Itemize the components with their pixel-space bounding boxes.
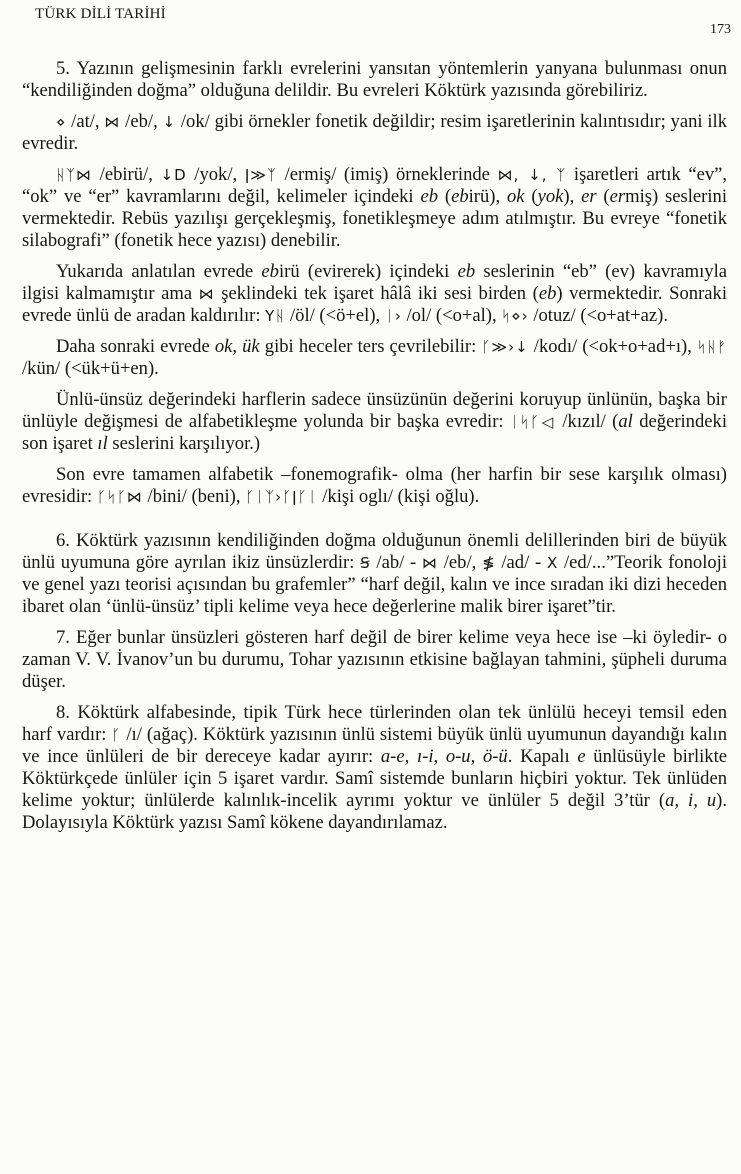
italic-term: er — [581, 186, 597, 207]
runic-glyph: ǀ≫ᛉ — [244, 166, 277, 184]
runic-glyph: Yᚺ — [265, 307, 286, 325]
text-run: /ı/ (ağaç). Köktürk yazısının ünlü sistemi büyük ünlü uyumunun dayandığı kalın ve ince ünlüleri de bir dereceye kadar ayırır: — [22, 724, 727, 767]
text-run: ) vermektedir. Sonraki evrede ünlü de aradan kaldırılır: — [22, 283, 727, 326]
text-run: 8. Köktürk alfabesinde, tipik Türk hece türlerinden olan tek ünlülü heceyi temsil eden harf vardır: — [22, 702, 727, 745]
text-run: ( — [524, 186, 538, 207]
runic-glyph: ᚴ≫›↓ — [481, 338, 529, 356]
paragraph-5-example-1 — [22, 111, 727, 155]
text-run: /eb/, — [120, 111, 163, 132]
text-run: seslerinin “eb” (ev) kavramıyla ilgisi kalmamıştır ama — [22, 261, 727, 304]
italic-term: eb — [538, 283, 557, 304]
text-run: /ed/...”Teorik fonoloji ve genel yazı teorisi açısından bu grafemler” “harf değil, kalın ve ince sıradan iki dizi heceden ibaret olan ‘ünlü-ünsüz’ tipli kelime veya hece değerlerine malik birer işaret”tir. — [22, 552, 727, 617]
paragraph-6 — [22, 530, 727, 618]
text-run: . Kapalı — [507, 746, 578, 767]
runic-glyph: ⋈ — [198, 285, 215, 303]
runic-glyph: ⋄ — [56, 113, 67, 131]
text-run: işaretleri artık “ev”, “ok” ve “er” kavramlarını değil, kelimeler içindeki — [22, 164, 728, 207]
text-run: /öl/ (<ö+el), — [285, 305, 385, 326]
runic-glyph: Ꞩ — [360, 554, 371, 572]
text-run: ( — [438, 186, 452, 207]
text-run: /ol/ (<o+al), — [401, 305, 502, 326]
text-run: Daha sonraki evrede — [56, 336, 215, 357]
text-run: /kişi oglı/ (kişi oğlu). — [317, 486, 480, 507]
text-run: Yukarıda anlatılan evrede — [56, 261, 262, 282]
text-run: ), — [563, 186, 582, 207]
text-run: 6. Köktürk yazısının kendiliğinden doğma olduğunun önemli delillerinden biri de büyük ünlü uyumuna göre ayrılan ikiz ünsüzlerdir: — [22, 530, 727, 573]
text-run: /kodı/ (<ok+o+ad+ı), — [528, 336, 697, 357]
text-run: /ermiş/ (imiş) örneklerinde — [276, 164, 498, 185]
text-run: /ebirü/, — [92, 164, 161, 185]
text-run: Son evre tamamen alfabetik –fonemografik- olma (her harfin bir sese karşılık olması) evresidir: — [22, 464, 727, 507]
text-run: /at/, — [66, 111, 105, 132]
page-number: 173 — [710, 22, 731, 37]
text-run: irü (evirerek) içindeki — [278, 261, 458, 282]
runic-glyph: ⋈, ↓, ᛉ — [497, 166, 567, 184]
paragraph-8 — [22, 702, 727, 834]
italic-term: eb — [420, 186, 439, 207]
italic-term: e — [577, 746, 586, 767]
paragraph-7: 7. Eğer bunlar ünsüzleri gösteren harf değil de birer kelime veya hece ise –ki öyledir- o zaman V. V. İvanov’un bu durumu, Tohar yazısının etkisine bağlayan tahmini, şüpheli duruma düşer. — [22, 627, 727, 692]
text-run: /kızıl/ ( — [556, 411, 619, 432]
text-run: /bini/ (beni), — [142, 486, 246, 507]
paragraph-5: 5. Yazının gelişmesinin farklı evrelerini yansıtan yöntemlerin yanyana bulunması onun “kendiliğinden doğma” olduğuna delildir. Bu evreleri Köktürk yazısında görebiliriz. — [22, 58, 727, 101]
text-run: /kün/ (<ük+ü+en). — [22, 358, 159, 379]
paragraph-5-example-4 — [22, 336, 727, 380]
runic-glyph: ᛋ⋄› — [501, 307, 529, 325]
italic-term: er — [609, 186, 626, 207]
text-run: şeklindeki tek işaret hâlâ iki sesi birden ( — [214, 283, 539, 304]
italic-term: eb — [457, 261, 476, 282]
running-header: TÜRK DİLİ TARİHİ — [35, 6, 166, 22]
runic-glyph: ᚴ — [111, 726, 122, 744]
text-run: /ad/ - — [495, 552, 547, 573]
italic-term: a-e, ı-i, o-u, ö-ü — [380, 746, 508, 767]
text-run: /ok/ gibi örnekler fonetik değildir; resim işaretlerinin kalıntısıdır; yani ilk evredir. — [22, 111, 727, 154]
runic-glyph: ᛋᚺᚠ — [696, 338, 727, 356]
text-run: gibi heceler ters çevrilebilir: — [259, 336, 482, 357]
paragraph-5-example-2 — [22, 164, 727, 252]
runic-glyph: ᛁ› — [384, 307, 402, 325]
text-run: ). Dolayısıyla Köktürk yazısı Samî kökene dayandırılamaz. — [22, 790, 727, 833]
italic-term: eb — [261, 261, 279, 282]
text-run: ünlüsüyle birlikte Köktürkçede ünlüler için 5 işaret vardır. Samî sistemde bunların hiçbiri yoktur. Tek ünlüden kelime yoktur; ünlülerde kalınlık-incelik ayrımı yoktur ve ünlüler 5 değil 3’tür ( — [22, 746, 728, 811]
text-run: /otuz/ (<o+at+az). — [528, 305, 669, 326]
text-run: irü), — [468, 186, 507, 207]
runic-glyph: ᚴᛋᚴ⋈ — [96, 488, 143, 506]
text-run: /yok/, — [186, 164, 245, 185]
runic-glyph: ᛁᛋᚴ◁ — [509, 413, 556, 431]
text-run: miş) seslerini vermektedir. Rebüs yazılışı gerçekleşmiş, fonetikleşmeye adım atılmıştır. Bu evreye “fonetik silabografi” (fonetik hece yazısı) denebilir. — [22, 186, 727, 251]
text-run: /ab/ - — [370, 552, 423, 573]
runic-glyph: ᚺᛉ⋈ — [56, 166, 93, 184]
runic-glyph: ᚴᛁᛉ›ᚴǀᚴᛁ — [245, 488, 318, 506]
italic-term: al — [618, 411, 633, 432]
italic-term: ıl — [97, 433, 108, 454]
text-run: /eb/, — [438, 552, 483, 573]
text-run: seslerini karşılıyor.) — [107, 433, 261, 454]
paragraph-5-example-6 — [22, 464, 727, 508]
page-body — [22, 58, 727, 843]
text-run: değerindeki son işaret — [22, 411, 727, 454]
runic-glyph: X — [546, 554, 559, 572]
paragraph-5-example-3 — [22, 261, 727, 327]
text-run: ( — [596, 186, 610, 207]
text-run: Ünlü-ünsüz değerindeki harflerin sadece ünsüzünün değerini koruyup ünlünün, başka bir ünlüyle değişmesi de alfabetikleşme yolunda bir başka evredir: — [22, 389, 727, 432]
runic-glyph: ≸ — [482, 554, 496, 572]
runic-glyph: ↓D — [160, 166, 187, 184]
italic-term: ok, ük — [214, 336, 260, 357]
runic-glyph: ↓ — [162, 113, 177, 131]
italic-term: yok — [537, 186, 564, 207]
italic-term: ok — [506, 186, 525, 207]
paragraph-5-example-5 — [22, 389, 727, 455]
italic-term: eb — [451, 186, 469, 207]
runic-glyph: ⋈ — [422, 554, 439, 572]
italic-term: a, i, u — [665, 790, 717, 811]
runic-glyph: ⋈ — [104, 113, 121, 131]
